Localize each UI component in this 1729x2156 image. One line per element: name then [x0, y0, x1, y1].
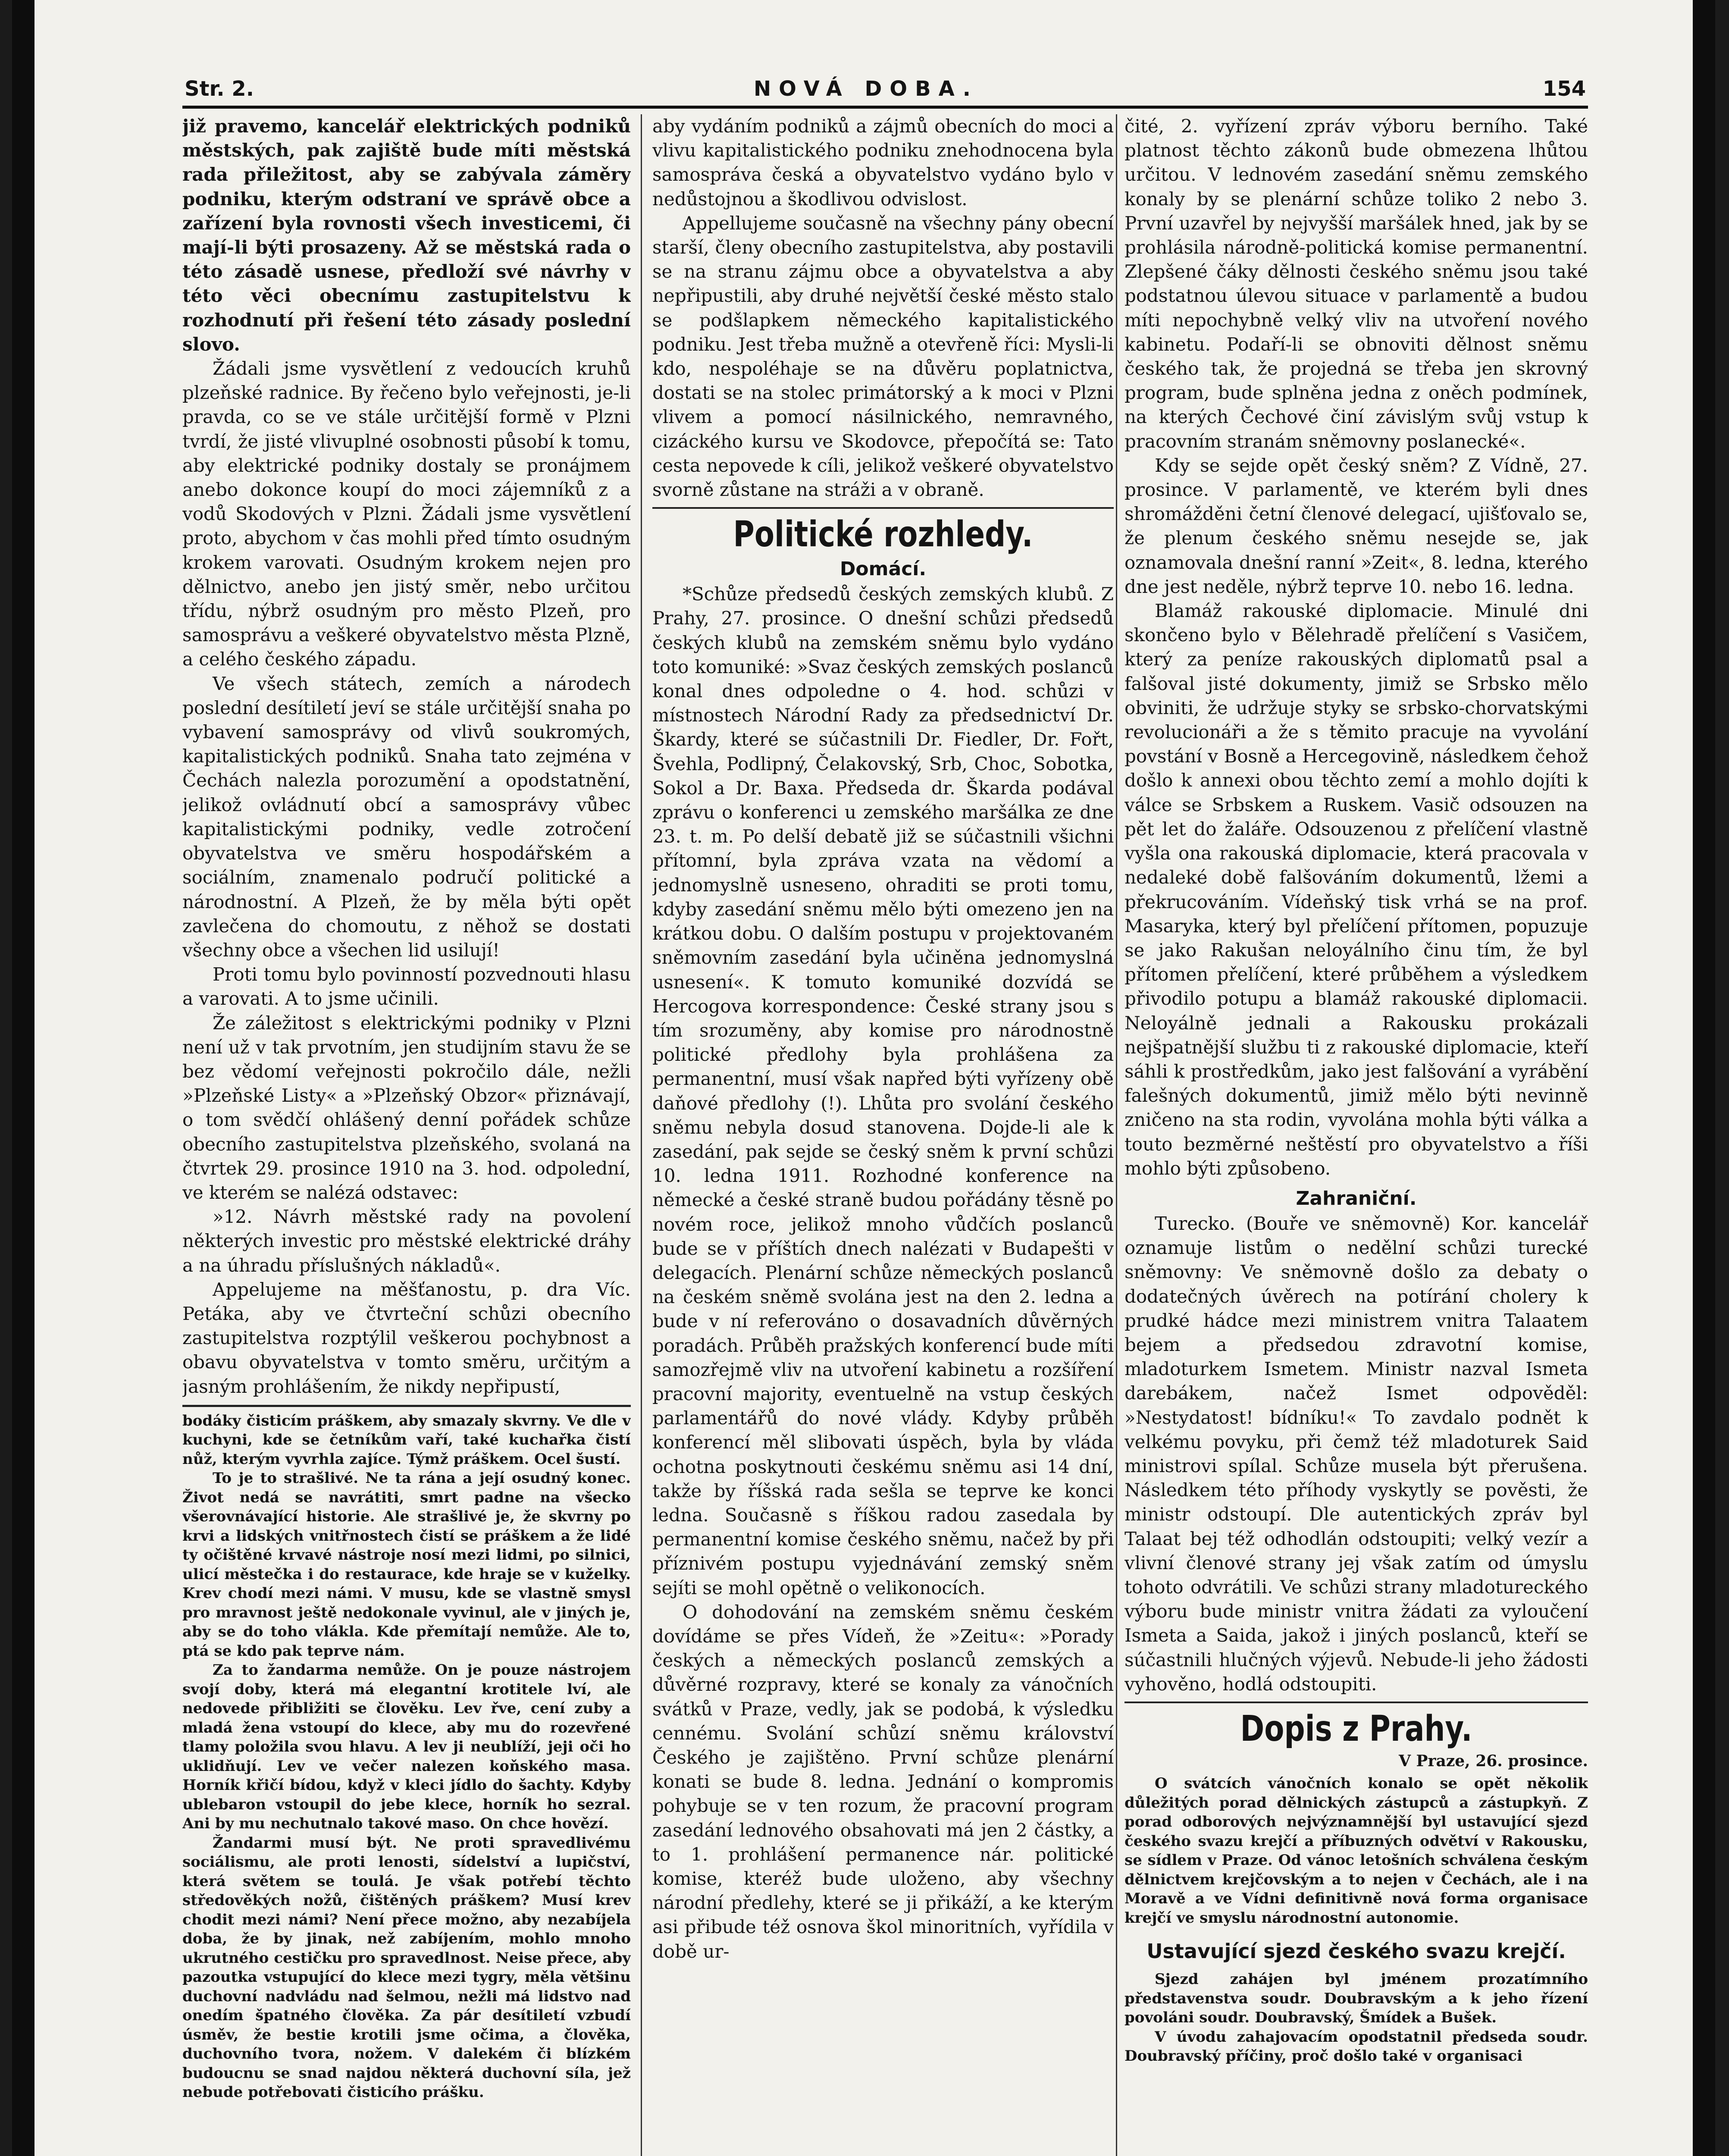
article-paragraph: *Schůze předsedů českých zemských klubů. Z Prahy, 27. prosince. O dnešní schůzi předsedů českých klubů na zemském sněmu bylo vydáno toto komuniké: »Svaz českých zemských poslanců konal dnes odpoledne o 4. hod. schůzi v místnostech Národní Rady za předsednictví Dr. Škardy, které se súčastnili Dr. Fiedler, Dr. Fořt, Švehla, Podlipný, Čelakovský, Srb, Choc, Sobotka, Sokol a Dr. Baxa. Předseda dr. Škarda podával zprávu o konferenci u zemského maršálka ze dne 23. t. m. Po delší debatě již se súčastnili všichni přítomní, byla zpráva vzata na vědomí a jednomyslně usneseno, ohraditi se proti tomu, kdyby zasedání sněmu mělo býti omezeno jen na krátkou dobu. O dalším postupu v projektovaném sněmovním zasedání byla učiněna jednomyslná usnesení«. K tomuto komuniké dozvídá se Hercogova korrespondence: České strany jsou s tím srozuměny, aby komise pro národnostně politické předlohy byla prohlášena za permanentní, musí však napřed býti vyřízeny obě daňové předlohy (!). Lhůta pro svolání českého sněmu nebyla dosud stanovena. Dojde-li ale k zasedání, pak sejde se český sněm k první schůzi 10. ledna 1911. Rozhodné konference na německé a české straně budou pořádány těsně po novém roce, jelikož mnoho vůdčích poslanců bude se v příštích dnech nalézati v Budapešti v delegacích. Plenární schůze německých poslanců na českém sněmě svolána jest na den 2. ledna a bude v ní referováno o dosavadních důvěrných poradách. Průběh pražských konferencí bude míti samozřejmě vliv na utvoření kabinetu a rozšíření pracovní majority, eventuelně na vstup českých parlamentářů do nové vlády. Kdyby průběh konferencí měl slibovati úspěch, byla by vláda ochotna poskytnouti českému sněmu asi 14 dní, takže by říšská rada sešla se teprve ke konci ledna. Současně s říškou radou zasedala by permanentní komise českého sněmu, načež by při příznivém postupu vyjednávání zemský sněm sejíti se mohl opětně o velikonocích.: [652, 583, 1114, 1598]
article-paragraph: O dohodování na zemském sněmu českém dovídáme se přes Vídeň, že »Zeitu«: »Porady českých a německých poslanců zemských a důvěrné rozpravy, které se konaly za vánočních svátků v Praze, vedly, jak se podobá, k výsledku cennému. Svolání schůzí sněmu království Českého je zajištěno. První schůze plenární konati se bude 8. ledna. Jednání o kompromis pohybuje se v ten rozum, že pracovní program zasedání lednového obsahovati má jen 2 částky, a to 1. prohlášení permanence nár. politické komise, kteréž bude uloženo, aby všechny národní předlehy, které se ji přikáží, a ke kterým asi přibude též osnova škol minoritních, vyřídila v době ur-: [652, 1601, 1114, 1962]
column-divider: [641, 114, 642, 2156]
foreign-section-title: Zahraniční.: [1296, 1187, 1417, 1210]
scan-border-left: [12, 0, 34, 2156]
prague-letter-title: Dopis z Prahy.: [1240, 1708, 1472, 1749]
dateline: V Praze, 26. prosince.: [1398, 1752, 1588, 1770]
article-paragraph: již pravemo, kancelář elektrických podniků městských, pak zajiště bude míti městská rada přiležitost, aby se zabývala záměry podniku, kterým odstraní ve správě obce a zařízení byla rovnosti všech investicemi, či mají-li býti prosazeny. Až se městská rada o této zásadě usnese, předloží své návrhy v této věci obecnímu zastupitelstvu k rozhodnutí při řešení této zásady poslední slovo.: [182, 116, 631, 355]
newspaper-page: [12, 0, 1715, 2156]
column-3: [1124, 114, 1588, 2156]
article-paragraph: Ve všech státech, zemích a národech poslední desítiletí jeví se stále určitější snaha po vybavení samosprávy od vlivů soukromých, kapitalistických podniků. Snaha tato zejména v Čechách nalezla porozumění a opodstatnění, jelikož ovládnutí obcí a samosprávy vůbec kapitalistickými podniky, vedle zotročení obyvatelstva ve směru hospodářském a sociálním, znamenalo područí politické a národnostní. A Plzeň, že by měla býti opět zavlečena do chomoutu, z něhož se dostati všechny obce a všechen lid usilují!: [182, 673, 631, 961]
article-paragraph: Kdy se sejde opět český sněm? Z Vídně, 27. prosince. V parlamentě, ve kterém byli dnes shromážděni četní členové delegací, ujišťovalo se, že plenum českého sněmu nesejde se, jak oznamovala dnešní ranní »Zeit«, 8. ledna, kterého dne jest neděle, nýbrž teprve 10. nebo 16. ledna.: [1124, 454, 1588, 597]
feuilleton-paragraph: To je to strašlivé. Ne ta rána a její osudný konec. Život nedá se navrátiti, smrt padne na všecko všerovnávající historie. Ale strašlivé je, že skvrny po krvi a lidských vnitřnostech čistí se práškem a že lidé ty očištěné krvavé nástroje nosí mezi lidmi, po silnici, ulicí městečka i do restaurace, kde hraje se v kuželky. Krev chodí mezi námi. V musu, kde se vlastně smysl pro mravnost ještě nedokonale vyvinul, ale v jiných je, aby se do toho vlákla. Kde přemítají nemůže. Ale to, ptá se kdo pak teprve nám.: [182, 1470, 631, 1660]
section-rule: [1124, 1702, 1588, 1703]
article-paragraph: čité, 2. vyřízení zpráv výboru berního. Také platnost těchto zákonů bude obmezena lhůtou určitou. V lednovém zasedání sněmu zemského konaly by se plenární schůze toliko 2 nebo 3. První uzavřel by nejvyšší maršálek hned, jak by se prohlásila národně-politická komise permanentní. Zlepšené čáky dělnosti českého sněmu jsou také podstatnou úlevou situace v parlamentě a budou míti nepochybně velký vliv na utvoření nového kabinetu. Podaří-li se obnoviti dělnost sněmu českého tak, že projedná se třeba jen skrovný program, bude splněna jedna z oněch podmínek, na kterých Čechové činí závislým svůj vstup k pracovním stranám sněmovny poslanecké«.: [1124, 116, 1588, 452]
article-paragraph: O svátcích vánočních konalo se opět několik důležitých porad dělnických zástupců a zástupkyň. Z porad odborových nejvýznamnější byl ustavující sjezd českého svazu krejčí a příbuzných odvětví v Rakousku, se sídlem v Praze. Od vánoc letošních schválena českým dělnictvem krejčovským a to nejen v Čechách, ale i na Moravě a ve Vídni definitivně nová forma organisace krejčí ve smyslu národnostní autonomie.: [1124, 1775, 1588, 1927]
article-paragraph: Sjezd zahájen byl jménem prozatímního představenstva soudr. Doubravským a k jeho řízení povoláni soudr. Doubravský, Šmídek a Bušek.: [1124, 1971, 1588, 2026]
scan-border-right: [1693, 0, 1715, 2156]
feuilleton-paragraph: bodáky čisticím práškem, aby smazaly skvrny. Ve dle v kuchyni, kde se četníkům vaří, také kuchařka čistí nůž, kterým vyvrhla zajíce. Týmž práškem. Ocel šustí.: [182, 1412, 631, 1468]
article-paragraph: »12. Návrh městské rady na povolení některých investic pro městské elektrické dráhy a na úhradu příslušných nákladů«.: [182, 1206, 631, 1276]
page-header: [185, 69, 1586, 108]
section-subtitle: Domácí.: [839, 558, 927, 580]
feuilleton-paragraph: Žandarmi musí být. Ne proti spravedlivému sociálismu, ale proti lenosti, sídelství a lupičství, která světem se toulá. Je však potřebí těchto středověkých nožů, čištěných práškem? Musí krev chodit mezi námi? Není přece možno, aby nezabíjela doba, že by jinak, než zabíjením, mohlo mnoho ukrutného cestičku pro spravedlnost. Neise přece, aby pazoutka vstupující do klece mezi tygry, měla většinu duchovní nadvládu nad šelmou, nežli má lidstvo nad onedím špatného člověka. Za pár desítiletí vzbudí úsměv, že bestie krotili jsme očima, a člověka, duchovního tvora, nožem. V dalekém či blízkém budoucnu se snad najdou některá duchovní síla, jež nebude potřebovati čisticího prášku.: [182, 1834, 631, 2101]
article-paragraph: Proti tomu bylo povinností pozvednouti hlasu a varovati. A to jsme učinili.: [182, 964, 631, 1009]
article-paragraph: Appelujeme na měšťanostu, p. dra Víc. Petáka, aby ve čtvrteční schůzi obecního zastupitelstva rozptýlil veškerou pochybnost a obavu obyvatelstva v tomto směru, určitým a jasným prohlášením, že nikdy nepřipustí,: [182, 1279, 631, 1397]
header-rule: [182, 106, 1588, 109]
article-paragraph: Blamáž rakouské diplomacie. Minulé dni skončeno bylo v Bělehradě přelíčení s Vasičem, který za peníze rakouských diplomatů psal a falšoval jisté dokumenty, jimiž se Srbsko mělo obviniti, že udržuje styky se srbsko-chorvatskými revolucionáři a že s těmito pracuje na vyvolání povstání v Bosně a Hercegovině, následkem čehož došlo k annexi obou těchto zemí a mohlo dojíti k válce se Srbskem a Ruskem. Vasič odsouzen na pět let do žaláře. Odsouzenou z přelíčení vlastně vyšla ona rakouská diplomacie, která pracovala v nedaleké době falšováním dokumentů, lžemi a překrucováním. Vídeňský tisk vrhá se na prof. Masaryka, který byl přelíčení přítomen, popuzuje se jako Rakušan neloyálního činu tím, že byl přítomen přelíčení, které průběhem a výsledkem přivodilo potupu a blamáž rakouské diplomacii. Neloyálně jednali a Rakousku prokázali nejšpatnější službu ti z rakouské diplomacie, kteří sáhli k prostředkům, jako jest falšování a vyrábění falešných dokumentů, jimiž mělo býti nevinně zničeno na sta rodin, vyvolána mohla býti válka a touto bezměrné neštěstí pro obyvatelstvo a říši mohlo býti způsobeno.: [1124, 600, 1588, 1179]
issue-number: 154: [1542, 77, 1586, 101]
article-paragraph: V úvodu zahajovacím opodstatnil předseda soudr. Doubravský příčiny, proč došlo také v organisaci: [1124, 2028, 1588, 2065]
feuilleton-rule: [182, 1405, 631, 1407]
column-1: [182, 114, 631, 2156]
article-paragraph: Appellujeme současně na všechny pány obecní starší, členy obecního zastupitelstva, aby postavili se na stranu zájmu obce a obyvatelstva a aby nepřipustili, aby druhé největší české město stalo se podšlapkem německého kapitalistického podniku. Jest třeba mužně a otevřeně říci: Mysli-li kdo, nespoléhaje se na důvěru poplatnictva, dostati se na stolec primátorský a k moci v Plzni vlivem a pomocí násilnického, nemravného, cizáckého kursu ve Skodovce, přepočítá se: Tato cesta nepovede k cíli, jelikož veškeré obyvatelstvo svorně zůstane na stráži a v obraně.: [652, 212, 1114, 501]
newspaper-title: NOVÁ DOBA.: [754, 77, 978, 101]
section-rule: [652, 507, 1114, 509]
section-title: Politické rozhledy.: [733, 514, 1033, 555]
feuilleton-paragraph: Za to žandarma nemůže. On je pouze nástrojem svojí doby, která má elegantní krotitele lví, ale nedovede přibližiti se člověku. Lev řve, cení zuby a mladá žena vstoupí do klece, aby mu do rozevřené tlamy položila svou hlavu. A lev ji neublíží, jeji oči ho uklidňují. Lev ve večer nalezen koňského masa. Horník křičí bídou, když v kleci jídlo do šachty. Kdyby ublebaron vstoupil do jebe klece, horník ho sezral. Ani by mu nechutnalo takové maso. On chce hovězí.: [182, 1661, 631, 1833]
column-2: [652, 114, 1114, 2156]
page-label: Str. 2.: [185, 77, 254, 101]
article-paragraph: Turecko. (Bouře ve sněmovně) Kor. kancelář oznamuje listům o nedělní schůzi turecké sněmovny: Ve sněmovně došlo za debaty o dodatečných úvěrech na potírání cholery k prudké hádce mezi ministrem vnitra Talaatem bejem a předsedou zdravotní komise, mladoturkem Ismetem. Ministr nazval Ismeta darebákem, načež Ismet odpověděl: »Nestydatost! bídníku!« To zavdalo podnět k velkému povyku, při čemž též mladoturek Said ministrovi spílal. Schůze musela být přerušena. Následkem této příhody vyskytly se pověsti, že ministr odstoupí. Dle autentických zpráv byl Talaat bej též odhodlán odstoupiti; velký vezír a vlivní členové strany jej však zatím od úmyslu tohoto odvrátili. Ve schůzi strany mladotureckého výboru bude ministr vnitra žádati za vyloučení Ismeta a Saida, jakož i jiných poslanců, kteří se súčastnili hlučných výjevů. Nebude-li jeho žádosti vyhověno, hodlá odstoupiti.: [1124, 1213, 1588, 1695]
article-paragraph: aby vydáním podniků a zájmů obecních do moci a vlivu kapitalistického podniku znehodnocena byla samospráva česká a obyvatelstvo vydáno bylo v nedůstojnou a škodlivou odvislost.: [652, 116, 1114, 210]
congress-title: Ustavující sjezd českého svazu krejčí.: [1146, 1940, 1566, 1963]
column-divider: [1116, 114, 1117, 2156]
article-paragraph: Že záležitost s elektrickými podniky v Plzni není už v tak prvotním, jen studijním stavu že se bez vědomí veřejnosti pokročilo dále, nežli »Plzeňské Listy« a »Plzeňský Obzor« přiznávají, o tom svědčí ohlášený denní pořádek schůze obecního zastupitelstva plzeňského, svolaná na čtvrtek 29. prosince 1910 na 3. hod. odpolední, ve kterém se nalézá odstavec:: [182, 1012, 631, 1203]
article-paragraph: Žádali jsme vysvětlení z vedoucích kruhů plzeňské radnice. By řečeno bylo veřejnosti, je-li pravda, co se ve stále určitější formě v Plzni tvrdí, že jisté vlivuplné osobnosti působí k tomu, aby elektrické podniky dostaly se pronájmem anebo dokonce koupí do moci zájemníků z a vodů Skodových v Plzni. Žádali jsme vysvětlení proto, abychom v čas mohli před tímto osudným krokem varovati. Osudným krokem nejen pro dělnictvo, anebo jen jistý směr, nebo určitou třídu, nýbrž osudným pro město Plzeň, pro samosprávu a veškeré obyvatelstvo města Plzně, a celého českého západu.: [182, 358, 631, 670]
